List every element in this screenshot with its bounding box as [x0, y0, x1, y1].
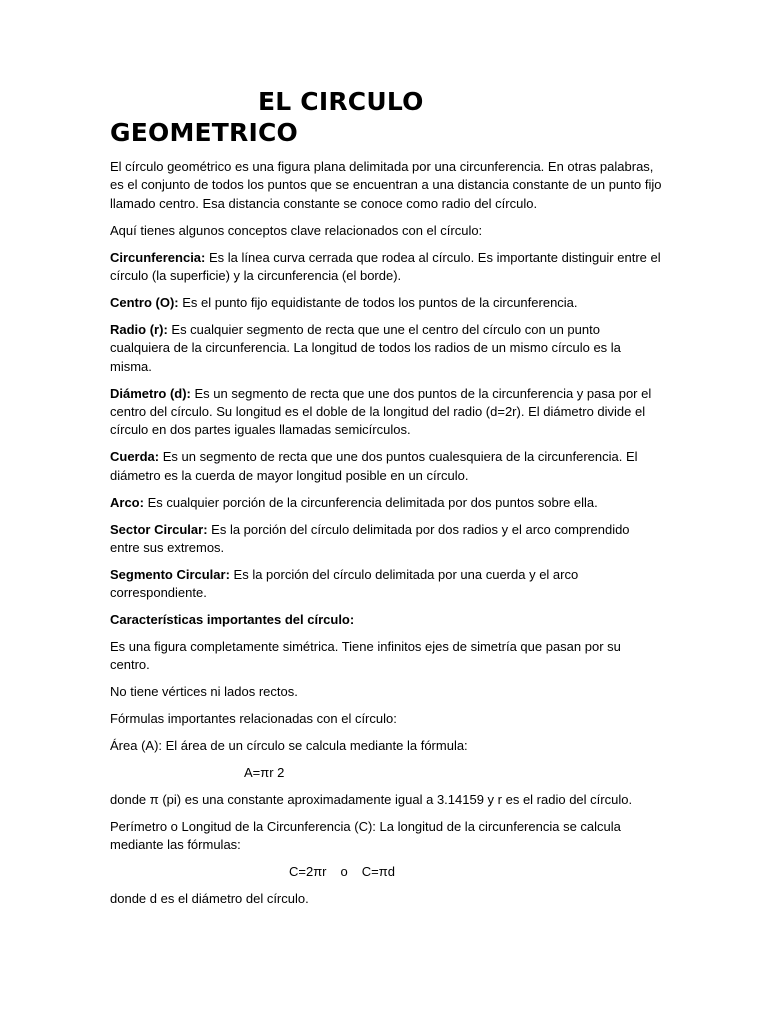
concept-term: Segmento Circular:	[110, 566, 230, 582]
area-text: Área (A): El área de un círculo se calcula mediante la fórmula:	[110, 738, 468, 754]
characteristics-heading	[110, 611, 662, 629]
concept-radio	[110, 321, 662, 376]
concept-circunferencia	[110, 249, 662, 286]
perimeter-formula-radius: C=2πr	[289, 864, 327, 880]
characteristic-item: Es una figura completamente simétrica. Tiene infinitos ejes de simetría que pasan por su centro.	[110, 639, 621, 673]
concept-term: Diámetro (d):	[110, 385, 191, 401]
concepts-intro: Aquí tienes algunos conceptos clave relacionados con el círculo:	[110, 222, 483, 238]
perimeter-note: donde d es el diámetro del círculo.	[110, 891, 309, 907]
area-note: donde π (pi) es una constante aproximadamente igual a 3.14159 y r es el radio del círculo.	[110, 791, 633, 807]
perimeter-text: Perímetro o Longitud de la Circunferencia (C): La longitud de la circunferencia se calcula mediante las fórmulas:	[110, 818, 621, 853]
concept-cuerda	[110, 448, 662, 485]
concept-text: Es cualquier porción de la circunferencia delimitada por dos puntos sobre ella.	[143, 494, 598, 510]
concept-text: Es la porción del círculo delimitada por dos radios y el arco comprendido entre sus extremos.	[110, 521, 630, 555]
concept-text: Es cualquier segmento de recta que une el centro del círculo con un punto cualquiera de la circunferencia. La longitud de todos los radios de un mismo círculo es la misma.	[110, 321, 621, 374]
concept-term: Arco:	[110, 494, 144, 510]
concept-term: Centro (O):	[110, 294, 179, 310]
characteristics-heading-text: Características importantes del círculo:	[110, 612, 355, 628]
concept-term: Circunferencia:	[110, 249, 206, 265]
formulas-intro: Fórmulas importantes relacionadas con el círculo:	[110, 711, 397, 727]
concept-term: Cuerda:	[110, 449, 160, 465]
concept-arco	[110, 494, 662, 512]
document-page	[110, 86, 662, 917]
perimeter-formula	[110, 863, 662, 881]
concept-text: Es un segmento de recta que une dos puntos cualesquiera de la circunferencia. El diámetro es la cuerda de mayor longitud posible en un círculo.	[110, 449, 638, 483]
intro-paragraph: El círculo geométrico es una figura plana delimitada por una circunferencia. En otras palabras, es el conjunto de todos los puntos que se encuentran a una distancia constante de un punto fijo llamado centro. Esa distancia constante se conoce como radio del círculo.	[110, 159, 662, 211]
concept-term: Sector Circular:	[110, 521, 208, 537]
concept-diametro	[110, 385, 662, 440]
title-line-1: EL CIRCULO	[258, 87, 424, 116]
concept-segmento-circular	[110, 566, 662, 603]
concept-term: Radio (r):	[110, 321, 168, 337]
document-title	[110, 86, 662, 148]
concept-sector-circular	[110, 521, 662, 558]
perimeter-formula-separator: o	[340, 864, 348, 880]
concept-centro	[110, 294, 662, 312]
concept-text: Es el punto fijo equidistante de todos los puntos de la circunferencia.	[178, 294, 578, 310]
characteristic-item: No tiene vértices ni lados rectos.	[110, 684, 298, 700]
concept-text: Es la línea curva cerrada que rodea al círculo. Es importante distinguir entre el círculo (la superficie) y la circunferencia (el borde).	[110, 249, 661, 284]
concept-text: Es un segmento de recta que une dos puntos de la circunferencia y pasa por el centro del círculo. Su longitud es el doble de la longitud del radio (d=2r). El diámetro divide el círculo en dos partes iguales llamadas semicírculos.	[110, 385, 652, 438]
title-line-2: GEOMETRICO	[110, 118, 299, 147]
area-formula: A=πr 2	[244, 765, 285, 781]
concept-text: Es la porción del círculo delimitada por una cuerda y el arco correspondiente.	[110, 566, 579, 601]
perimeter-formula-diameter: C=πd	[361, 864, 395, 880]
